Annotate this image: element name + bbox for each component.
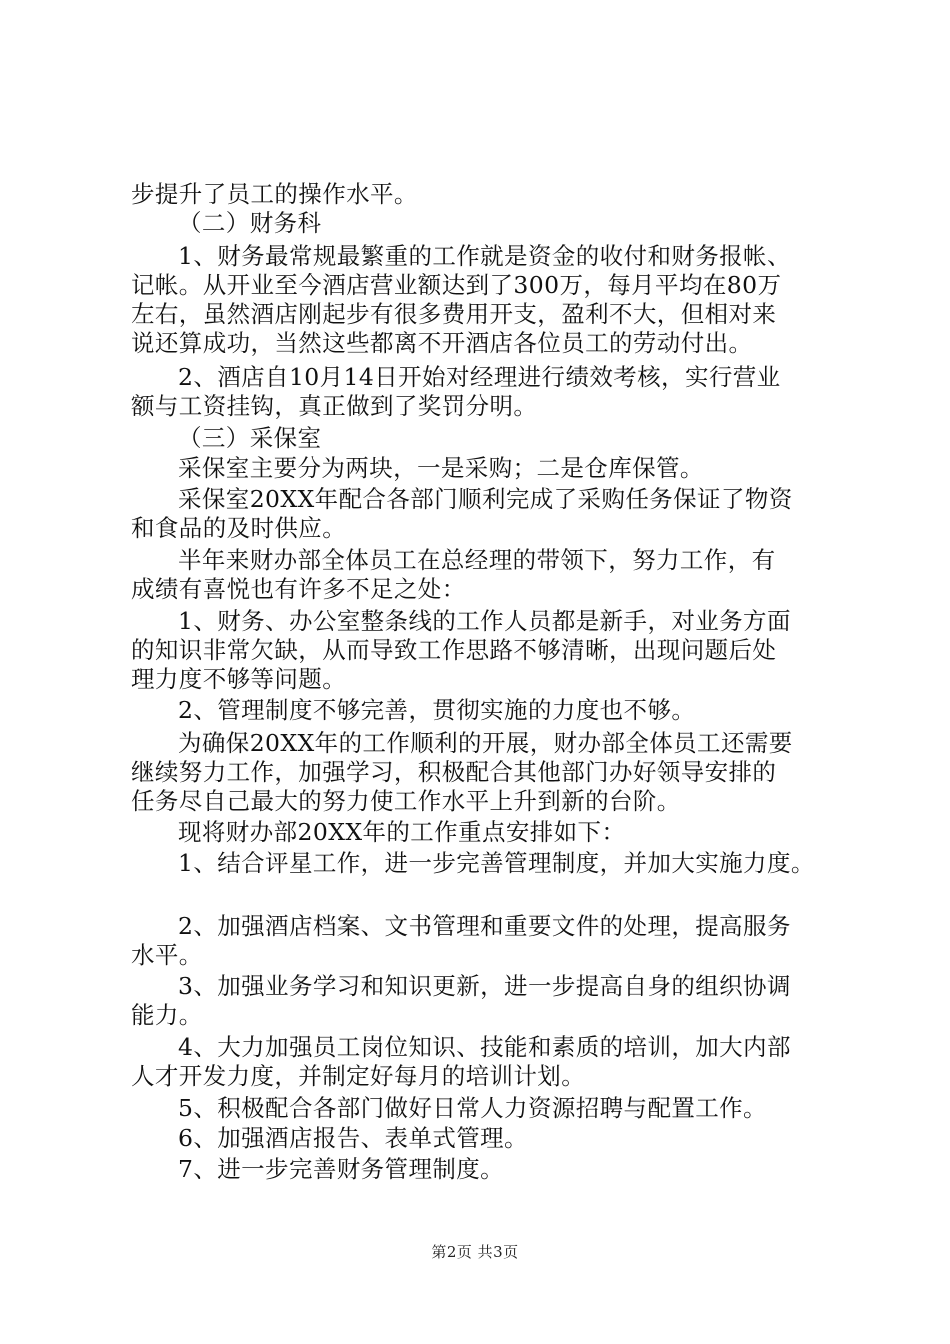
page-number-footer: 第2页 共3页	[431, 1243, 519, 1261]
text-line: 1、结合评星工作，进一步完善管理制度，并加大实施力度。	[178, 849, 815, 877]
text-line: 2、酒店自10月14日开始对经理进行绩效考核，实行营业	[178, 363, 781, 391]
text-line: 半年来财办部全体员工在总经理的带领下，努力工作，有	[178, 546, 776, 574]
text-line: 水平。	[131, 941, 203, 969]
text-line: 5、积极配合各部门做好日常人力资源招聘与配置工作。	[178, 1094, 767, 1122]
text-line: 7、进一步完善财务管理制度。	[178, 1155, 505, 1183]
section-heading: （三）采保室	[178, 424, 322, 452]
text-line: 任务尽自己最大的努力使工作水平上升到新的台阶。	[131, 787, 681, 815]
text-line: 1、财务、办公室整条线的工作人员都是新手，对业务方面	[178, 607, 791, 635]
text-line: 为确保20XX年的工作顺利的开展，财办部全体员工还需要	[178, 729, 793, 757]
text-line: 采保室主要分为两块，一是采购；二是仓库保管。	[178, 454, 704, 482]
text-line: 的知识非常欠缺，从而导致工作思路不够清晰，出现问题后处	[131, 636, 777, 664]
text-line: 理力度不够等问题。	[131, 665, 347, 693]
text-line: 6、加强酒店报告、表单式管理。	[178, 1124, 528, 1152]
text-line: 2、加强酒店档案、文书管理和重要文件的处理，提高服务	[178, 912, 791, 940]
text-line: 1、财务最常规最繁重的工作就是资金的收付和财务报帐、	[178, 242, 791, 270]
text-line: 4、大力加强员工岗位知识、技能和素质的培训，加大内部	[178, 1033, 791, 1061]
section-heading: （二）财务科	[178, 209, 322, 237]
text-line: 和食品的及时供应。	[131, 514, 347, 542]
text-line: 能力。	[131, 1001, 203, 1029]
text-line: 采保室20XX年配合各部门顺利完成了采购任务保证了物资	[178, 485, 793, 513]
text-line: 现将财办部20XX年的工作重点安排如下：	[178, 818, 626, 846]
text-line: 2、管理制度不够完善，贯彻实施的力度也不够。	[178, 696, 696, 724]
text-line: 额与工资挂钩，真正做到了奖罚分明。	[131, 392, 538, 420]
text-line: 3、加强业务学习和知识更新，进一步提高自身的组织协调	[178, 972, 791, 1000]
text-line: 记帐。从开业至今酒店营业额达到了300万，每月平均在80万	[131, 271, 782, 299]
text-line: 左右，虽然酒店刚起步有很多费用开支，盈利不大，但相对来	[131, 300, 777, 328]
text-line: 步提升了员工的操作水平。	[131, 180, 418, 208]
text-line: 说还算成功，当然这些都离不开酒店各位员工的劳动付出。	[131, 329, 753, 357]
text-line: 成绩有喜悦也有许多不足之处：	[131, 575, 466, 603]
text-line: 人才开发力度，并制定好每月的培训计划。	[131, 1062, 586, 1090]
text-line: 继续努力工作，加强学习，积极配合其他部门办好领导安排的	[131, 758, 777, 786]
